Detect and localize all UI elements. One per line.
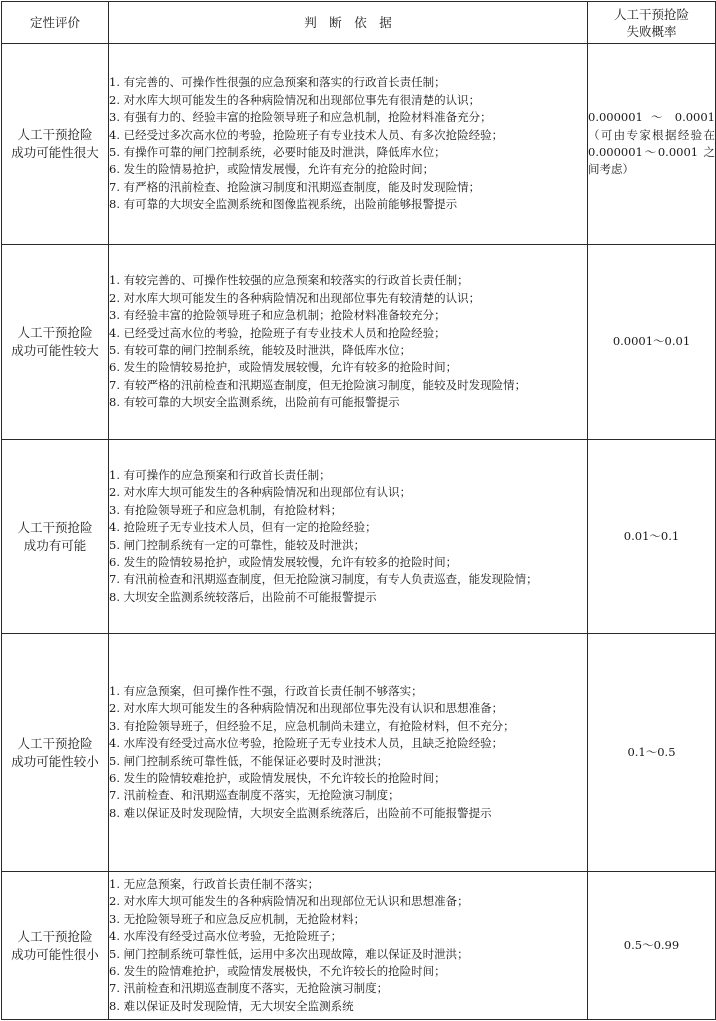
criterion-item: 8. 有可靠的大坝安全监测系统和图像监视系统，出险前能够报警提示 [109,197,458,212]
rating-cell [2,44,109,245]
criterion-item: 5. 有较可靠的闸门控制系统，能较及时泄洪，降低库水位； [109,343,412,357]
criterion-item: 4. 已经受过多次高水位的考验，抢险班子有专业技术人员、有多次抢险经验； [109,127,504,142]
criteria-cell [109,634,588,872]
criterion-item: 3. 有抢险领导班子和应急机制，有抢险材料； [109,502,343,517]
criterion-item: 2. 对水库大坝可能发生的各种病险情况和出现部位有认识； [109,485,412,500]
criteria-cell [109,440,588,634]
criterion-item: 2. 对水库大坝可能发生的各种病险情况和出现部位事先没有认识和思想准备； [109,701,504,716]
rating-line2: 成功可能性较小 [11,753,99,769]
criterion-item: 6. 发生的险情易抢护，或险情发展慢，允许有充分的抢险时间； [109,162,435,177]
criterion-item: 6. 发生的险情较易抢护，或险情发展较慢，允许有较多的抢险时间； [109,360,458,375]
criterion-item: 3. 有经验丰富的抢险领导班子和应急机制；抢险材料准备较充分； [109,308,446,323]
criterion-item: 4. 已经受过高水位的考验，抢险班子有专业技术人员和抢险经验； [109,325,446,340]
criterion-item: 4. 抢险班子无专业技术人员，但有一定的抢险经验； [109,520,377,535]
rating-line1: 人工干预抢险 [17,519,93,535]
criteria-cell [109,44,588,245]
table-row [2,44,716,245]
rating-cell [2,872,109,1020]
criterion-item: 6. 发生的险情难抢护，或险情发展极快，不允许较长的抢险时间； [109,963,446,978]
criterion-item: 1. 有应急预案，但可操作性不强，行政首长责任制不够落实； [109,683,423,698]
criteria-cell [109,245,588,440]
criterion-item: 4. 水库没有经受过高水位考验，抢险班子无专业技术人员，且缺乏抢险经验； [109,736,504,751]
criterion-item: 8. 难以保证及时发现险情，无大坝安全监测系统 [109,998,354,1013]
criterion-item: 3. 有抢险领导班子，但经验不足，应急机制尚未建立，有抢险材料，但不充分； [109,718,515,733]
probability-cell: 0.01～0.1 [588,440,716,634]
criterion-item: 5. 闸门控制系统有一定的可靠性，能较及时泄洪； [109,537,366,552]
probability-cell: 0.000001 ～ 0.0001（可由专家根据经验在 0.000001～0.0001 之间考虑） [588,44,716,245]
criterion-item: 7. 有较严格的汛前检查和汛期巡查制度，但无抢险演习制度，能较及时发现险情； [109,377,527,392]
probability-cell: 0.1～0.5 [588,634,716,872]
criterion-item: 1. 无应急预案，行政首长责任制不落实； [109,876,320,891]
probability-cell: 0.5～0.99 [588,872,716,1020]
table-header-row [2,2,716,44]
risk-evaluation-table [1,1,716,1020]
table-row [2,634,716,872]
criterion-item: 7. 汛前检查和汛期巡查制度不落实，无抢险演习制度； [109,981,389,996]
rating-line1: 人工干预抢险 [17,127,93,142]
probability-cell: 0.0001～0.01 [588,245,716,440]
rating-cell [2,634,109,872]
criterion-item: 7. 有严格的汛前检查、抢险演习制度和汛期巡查制度，能及时发现险情； [109,179,481,194]
criterion-item: 8. 难以保证及时发现险情，大坝安全监测系统落后，出险前不可能报警提示 [109,805,492,820]
rating-line1: 人工干预抢险 [17,325,93,340]
rating-cell [2,440,109,634]
criterion-item: 1. 有较完善的、可操作性较强的应急预案和较落实的行政首长责任制； [109,273,469,288]
criteria-cell [109,872,588,1020]
criterion-item: 2. 对水库大坝可能发生的各种病险情况和出现部位事先有较清楚的认识； [109,290,481,305]
criterion-item: 8. 大坝安全监测系统较落后，出险前不可能报警提示 [109,589,377,604]
criterion-item: 3. 无抢险领导班子和应急反应机制，无抢险材料； [109,911,366,926]
criterion-item: 3. 有强有力的、经验丰富的抢险领导班子和应急机制，抢险材料准备充分； [109,110,492,125]
header-prob-line1: 人工干预抢险 [613,6,689,22]
rating-line1: 人工干预抢险 [17,735,93,751]
criterion-item: 2. 对水库大坝可能发生的各种病险情况和出现部位无认识和思想准备； [109,894,469,909]
criterion-item: 5. 有操作可靠的闸门控制系统，必要时能及时泄洪，降低库水位； [109,145,446,159]
header-judgment-basis: 判 断 依 据 [109,2,588,44]
criterion-item: 8. 有较可靠的大坝安全监测系统，出险前有可能报警提示 [109,395,400,410]
table-row [2,245,716,440]
criterion-item: 7. 汛前检查、和汛期巡查制度不落实，无抢险演习制度； [109,788,400,803]
criterion-item: 6. 发生的险情较易抢护，或险情发展较慢，允许有较多的抢险时间； [109,554,458,569]
rating-cell [2,245,109,440]
table-row [2,872,716,1020]
criterion-item: 6. 发生的险情较难抢护，或险情发展快，不允许较长的抢险时间； [109,770,446,785]
criterion-item: 7. 有汛前检查和汛期巡查制度，但无抢险演习制度，有专人负责巡查，能发现险情； [109,572,538,587]
header-prob-line2: 失败概率 [626,23,677,39]
rating-line2: 成功可能性较大 [11,343,99,358]
rating-line1: 人工干预抢险 [17,928,93,944]
criterion-item: 1. 有完善的、可操作性很强的应急预案和落实的行政首长责任制； [109,75,446,90]
rating-line2: 成功可能性很小 [11,946,99,962]
header-failure-probability [588,2,716,44]
rating-line2: 成功有可能 [23,537,87,553]
criterion-item: 5. 闸门控制系统可靠性低，不能保证必要时及时泄洪； [109,753,389,768]
criterion-item: 4. 水库没有经受过高水位考验，无抢险班子； [109,929,343,944]
rating-line2: 成功可能性很大 [11,145,99,160]
header-qualitative-rating: 定性评价 [2,2,109,44]
table-row [2,440,716,634]
criterion-item: 5. 闸门控制系统可靠性低，运用中多次出现故障，难以保证及时泄洪； [109,946,469,961]
criterion-item: 1. 有可操作的应急预案和行政首长责任制； [109,467,331,482]
criterion-item: 2. 对水库大坝可能发生的各种病险情况和出现部位事先有很清楚的认识； [109,92,481,107]
